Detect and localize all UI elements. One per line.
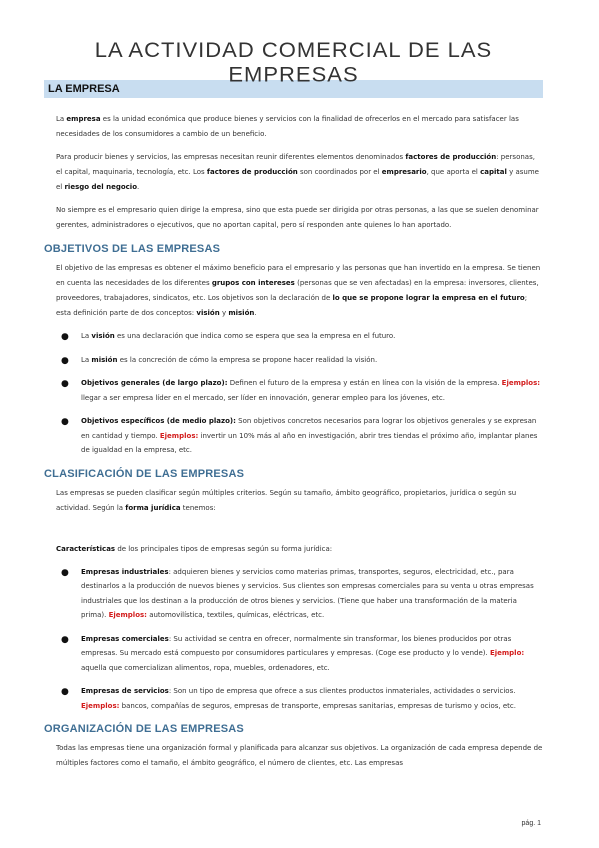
section-band-empresa: LA EMPRESA: [44, 80, 543, 98]
bullet-icon: ●: [61, 355, 69, 366]
bullet-icon: ●: [61, 417, 69, 427]
list-item-servicios: ● Empresas de servicios: Son un tipo de empresa que ofrece a sus clientes productos inmateriales, actividades o servicios. Ejemplos: bancos, compañías de seguros, empresas de transporte, empresas sanitarias, empresas de turismo y ocios, etc.: [61, 687, 516, 710]
bullet-icon: ●: [61, 634, 69, 645]
heading-clasificacion: CLASIFICACIÓN DE LAS EMPRESAS: [44, 467, 245, 480]
paragraph-objetivos-intro: El objetivo de las empresas es obtener el máximo beneficio para el empresario y las personas que han invertido en la empresa. Se tienen en cuenta las necesidades de los diferentes grupos con intereses (personas que se ven afectadas) en la empresa: inversores, clientes, proveedores, trabajadores, sindicatos, etc. Los objetivos son la declaración de lo que se propone lograr la empresa en el futuro; esta definición parte de dos conceptos: visión y misión.: [56, 264, 541, 317]
bullet-icon: ●: [61, 567, 69, 578]
paragraph-clasificacion-intro: Las empresas se pueden clasificar según múltiples criterios. Según su tamaño, ámbito geográfico, propietarios, jurídica o según su actividad. Según la forma jurídica tenemos:: [56, 488, 517, 512]
paragraph-caracteristicas: Características de los principales tipos de empresas según su forma jurídica:: [56, 544, 333, 553]
list-item-mision: ● La misión es la concreción de cómo la empresa se propone hacer realidad la visión.: [61, 355, 378, 366]
bullet-icon: ●: [61, 379, 69, 389]
list-item-objetivos-generales: ● Objetivos generales (de largo plazo): Definen el futuro de la empresa y están en línea con la visión de la empresa. Ejemplos: llegar a ser empresa líder en el mercado, ser líder en innovación, generar empleo para los jóvenes, etc.: [61, 379, 541, 402]
list-item-vision: ● La visión es una declaración que indica como se espera que sea la empresa en el futuro.: [61, 332, 396, 342]
bullet-icon: ●: [61, 687, 69, 697]
page-number: pág. 1: [521, 820, 541, 827]
paragraph-organizacion-intro: Todas las empresas tiene una organización formal y planificada para alcanzar sus objetivos. La organización de cada empresa depende de múltiples factores como el tamaño, el ámbito geográfico, el número de clientes, etc. Las empresas: [56, 744, 543, 767]
list-item-comerciales: ● Empresas comerciales: Su actividad se centra en ofrecer, normalmente sin transformar, los bienes producidos por otras empresas. Su mercado está compuesto por consumidores particulares y empresas. (Coge ese producto y lo vende). Ejemplo: aquella que comercializan alimentos, ropa, muebles, ordenadores, etc.: [61, 634, 525, 672]
objetivos-list: [44, 329, 543, 458]
bullet-icon: ●: [61, 332, 69, 342]
document-title: LA ACTIVIDAD COMERCIAL DE LAS EMPRESAS: [94, 37, 493, 87]
paragraph-gerentes: No siempre es el empresario quien dirige la empresa, sino que esta puede ser dirigida por otras personas, a las que se suelen denominar gerentes, administradores o ejecutivos, que no aportan capital, pero sí responden ante quienes lo han aportado.: [56, 206, 539, 229]
list-item-objetivos-especificos: ● Objetivos específicos (de medio plazo): Son objetivos concretos necesarios para lograr los objetivos generales y se expresan en cantidad y tiempo. Ejemplos: invertir un 10% más al año en investigación, abrir tres tiendas el próximo año, implantar planes de igualdad en la empresa, etc.: [61, 417, 538, 454]
paragraph-factores: Para producir bienes y servicios, las empresas necesitan reunir diferentes elementos denominados factores de producción: personas, el capital, maquinaria, tecnología, etc. Los factores de producción son coordinados por el empresario, que aporta el capital y asume el riesgo del negocio.: [56, 153, 539, 191]
list-item-industriales: ● Empresas industriales: adquieren bienes y servicios como materias primas, transportes, seguros, electricidad, etc., para destinarlos a la producción de nuevos bienes y servicios. Sus clientes son empresas comerciales para su venta u otras empresas industriales que los destinan a la producción de otros bienes y servicios. (Tiene que haber una transformación de la materia prima). Ejemplos: automovilística, textiles, químicas, eléctricas, etc.: [61, 567, 534, 619]
heading-objetivos: OBJETIVOS DE LAS EMPRESAS: [44, 243, 221, 255]
heading-organizacion: ORGANIZACIÓN DE LAS EMPRESAS: [44, 723, 244, 735]
paragraph-empresa-definition: La empresa es la unidad económica que produce bienes y servicios con la finalidad de ofrecerlos en el mercado para satisfacer las necesidades de los consumidores a cambio de un beneficio.: [56, 115, 519, 138]
clasificacion-list: [44, 565, 543, 714]
